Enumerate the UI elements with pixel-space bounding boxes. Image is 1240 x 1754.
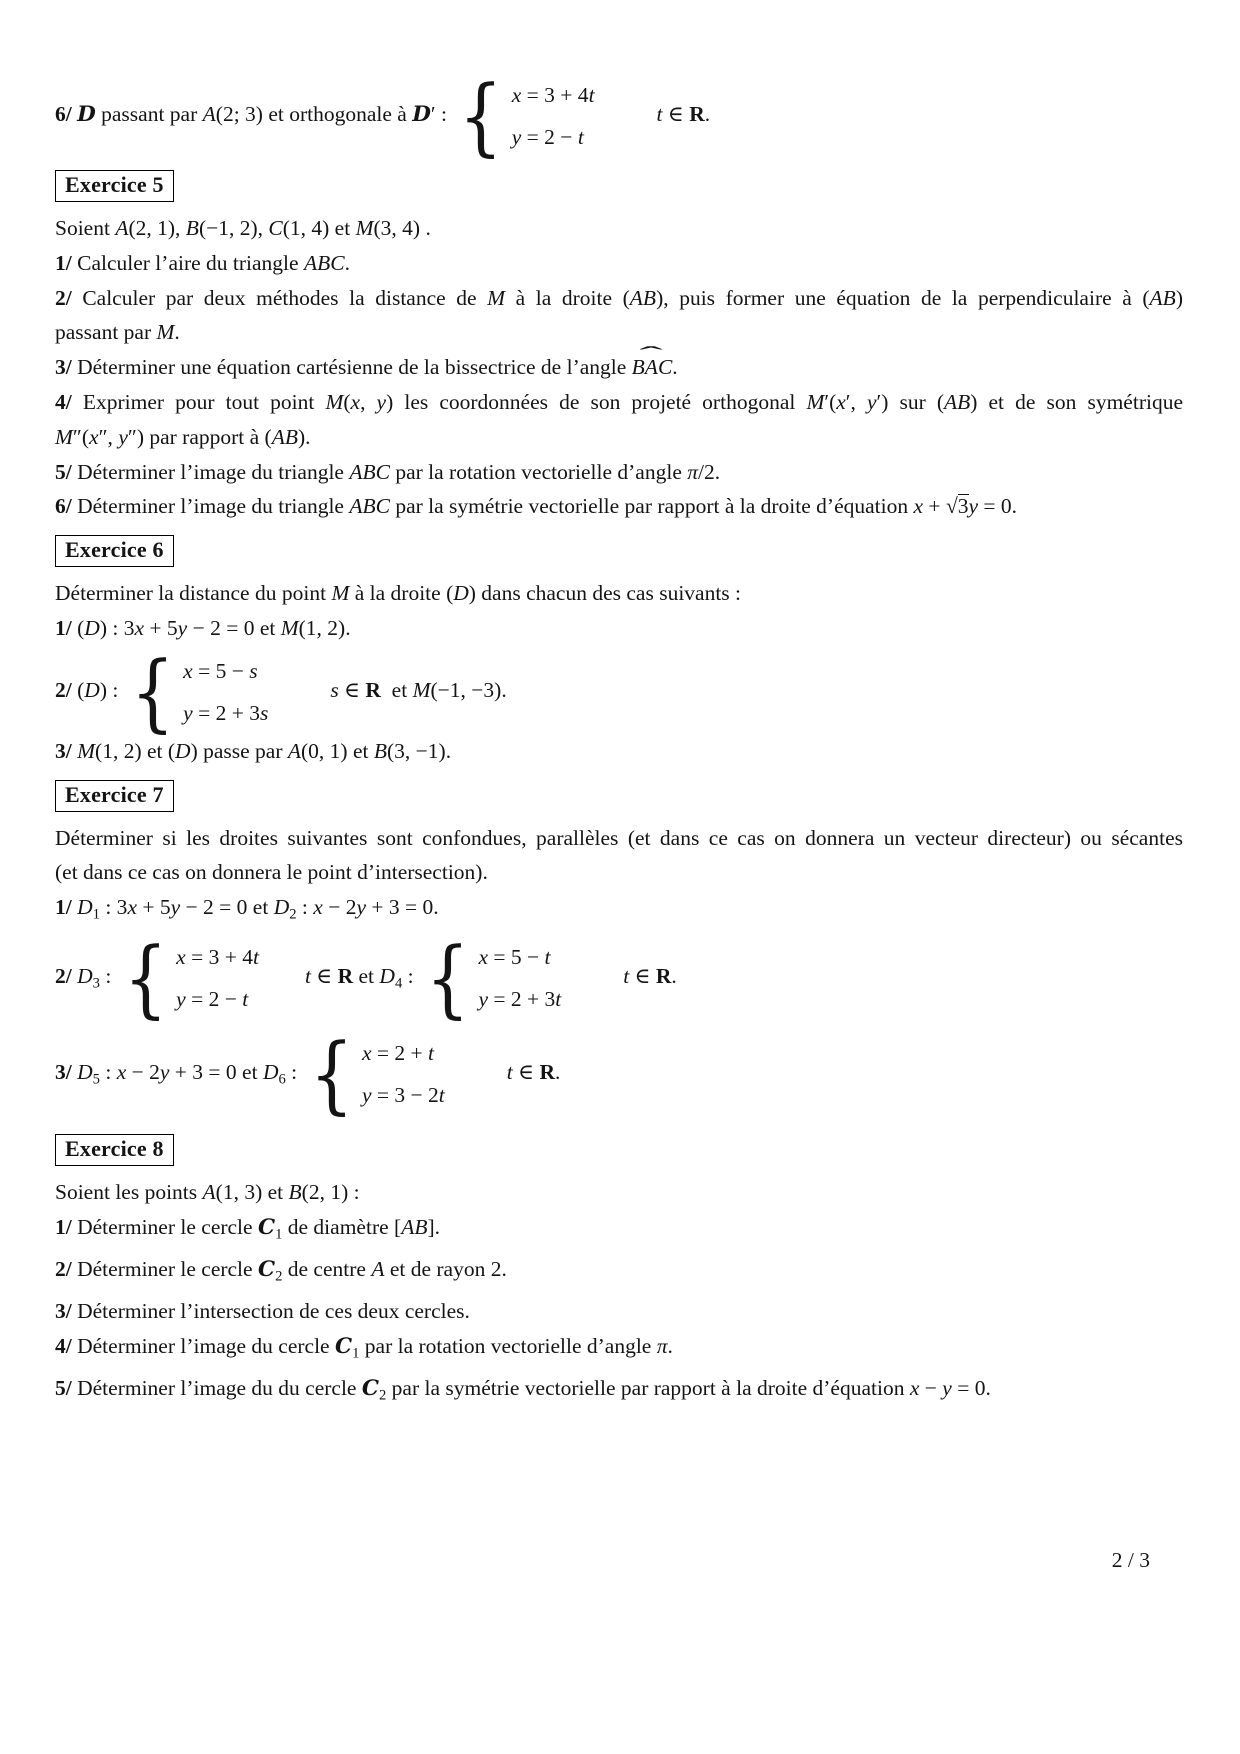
ex5-intro: Soient A(2, 1), B(−1, 2), C(1, 4) et M(3, 4) . [55, 216, 431, 240]
ex5-item-3: 3/ Déterminer une équation cartésienne de la bissectrice de l’angle ˆ BAC. [55, 350, 1183, 385]
ex8-item-1: 1/ Déterminer le cercle $C_1$ de diamètre [AB]. [55, 1214, 441, 1243]
ex7-intro-line-2: (et dans ce cas on donnera le point d’intersection). [55, 860, 488, 885]
ex5-item-1: 1/ Calculer l’aire du triangle ABC. [55, 250, 350, 275]
exercise-7-heading [55, 780, 174, 812]
ex6-item-2: 2/ (D) : { x = 5 − s y = 2 + 3s s ∈ R et M(−1, −3). [55, 642, 507, 741]
ex6-item-1: 1/ (D) : 3x + 5y − 2 = 0 et M(1, 2). [55, 615, 351, 640]
exercise-7-label: Exercice 7 [65, 781, 164, 807]
ex7-item-2: 2/ $D_3$ : { x = 3 + 4t y = 2 − t t ∈ R et $D_4$ : { x = 5 − t y = 2 + 3t t ∈ R. [55, 929, 677, 1028]
ex5-item-2-line-1: 2/ Calculer par deux méthodes la distance de M à la droite (AB), puis former une équation de la perpendiculaire à (AB) [55, 285, 1183, 310]
ex8-item-4: 4/ Déterminer l’image du cercle $C_1$ par la rotation vectorielle d’angle π. [55, 1334, 673, 1362]
prev-exercise-item-6: 6/ D passant par A(2; 3) et orthogonale à D′ : { x = 3 + 4t y = 2 − t t ∈ R. [55, 67, 711, 166]
ex8-intro: Soient les points A(1, 3) et B(2, 1) : [55, 1180, 360, 1205]
exercise-8-label: Exercice 8 [65, 1136, 164, 1162]
ex8-item-3: 3/ Déterminer l’intersection de ces deux cercles. [55, 1299, 470, 1324]
ex7-intro-line-1: Déterminer si les droites suivantes sont confondues, parallèles (et dans ce cas on donnera un vecteur directeur) ou sécantes [55, 825, 1183, 850]
ex7-item-1: 1/ $D_1$ : 3x + 5y − 2 = 0 et $D_2$ : x − 2y + 3 = 0. [55, 895, 439, 923]
exercise-6-label: Exercice 6 [65, 537, 164, 563]
page-number: 2 / 3 [1111, 1548, 1150, 1572]
ex6-item-3: 3/ M(1, 2) et (D) passe par A(0, 1) et B(3, −1). [55, 738, 452, 763]
ex5-item-4-line-2: M″(x″, y″) par rapport à (AB). [55, 424, 311, 449]
ex5-item-2-line-2: passant par M. [55, 320, 180, 345]
ex8-item-2: 2/ Déterminer le cercle $C_2$ de centre A et de rayon 2. [55, 1257, 507, 1285]
exercise-6-heading [55, 535, 174, 567]
exercise-8-heading [55, 1134, 174, 1166]
ex5-item-4-line-1: 4/ Exprimer pour tout point M(x, y) les coordonnées de son projeté orthogonal M′(x′, y′) sur (AB) et de son symétrique [55, 389, 1183, 414]
ex8-item-5: 5/ Déterminer l’image du du cercle $C_2$ par la symétrie vectorielle par rapport à la droite d’équation x − y = 0. [55, 1376, 991, 1404]
ex5-item-6: 6/ Déterminer l’image du triangle ABC par la symétrie vectorielle par rapport à la droite d’équation x + √3y = 0. [55, 494, 1018, 519]
exercise-5-label: Exercice 5 [65, 172, 164, 197]
ex5-item-5: 5/ Déterminer l’image du triangle ABC par la rotation vectorielle d’angle π/2. [55, 459, 721, 484]
exercise-5-heading [55, 170, 174, 202]
ex6-intro: Déterminer la distance du point M à la droite (D) dans chacun des cas suivants : [55, 581, 742, 606]
ex7-item-3: 3/ $D_5$ : x − 2y + 3 = 0 et $D_6$ : { x = 2 + t y = 3 − 2t t ∈ R. [55, 1024, 561, 1123]
